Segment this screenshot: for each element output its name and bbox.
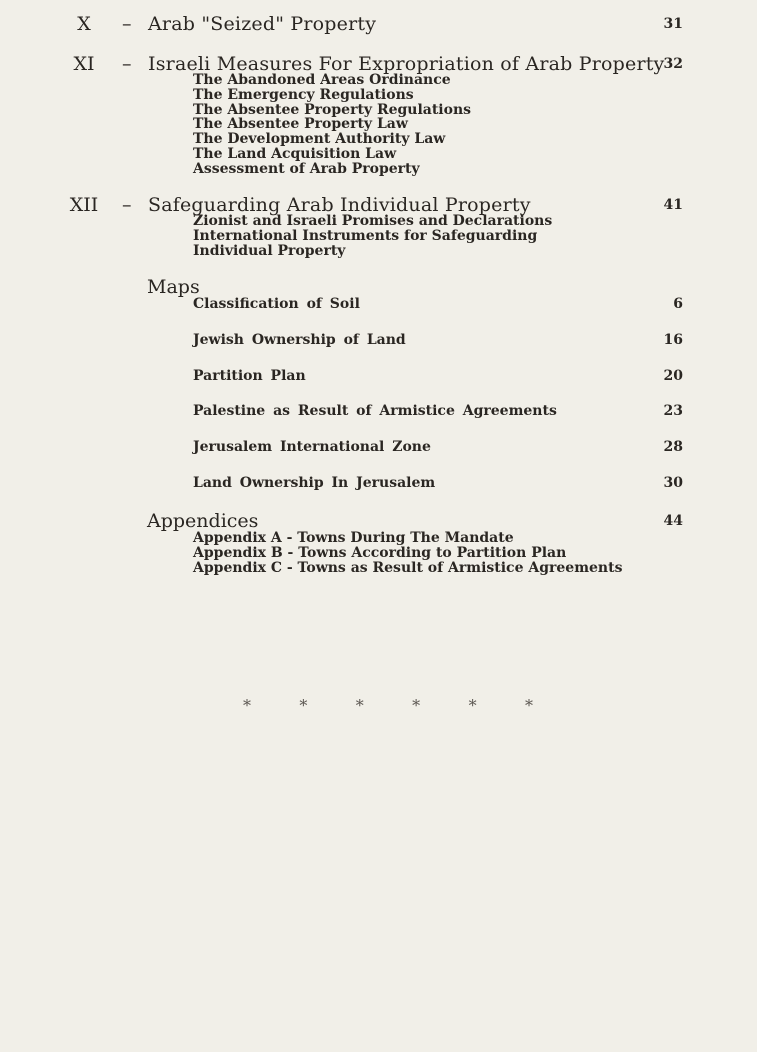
- subsection-item: The Absentee Property Regulations: [193, 101, 472, 118]
- asterisk-icon: *: [243, 696, 251, 715]
- chapter-title: Safeguarding Arab Individual Property: [148, 194, 531, 216]
- chapter-title: Arab "Seized" Property: [148, 13, 377, 35]
- chapter-xi-subsections: [193, 73, 471, 177]
- map-title: Land Ownership In Jerusalem: [193, 475, 436, 491]
- appendix-item: Appendix C - Towns as Result of Armistice Agreements: [193, 559, 623, 576]
- asterisk-icon: *: [412, 696, 421, 715]
- appendices-list: [193, 531, 622, 575]
- subsection-item: Assessment of Arab Property: [193, 160, 420, 177]
- map-page-number: 30: [663, 475, 683, 491]
- appendix-item: Appendix A - Towns During The Mandate: [193, 530, 514, 546]
- map-page-number: 16: [663, 332, 683, 348]
- subsection-item: Zionist and Israeli Promises and Declarations: [193, 213, 553, 229]
- map-title: Palestine as Result of Armistice Agreements: [193, 403, 557, 419]
- map-entry: [0, 439, 757, 459]
- subsection-item: The Absentee Property Law: [193, 116, 408, 133]
- asterisk-icon: *: [524, 696, 533, 715]
- chapter-number: X: [77, 13, 91, 35]
- map-entry: [0, 403, 757, 423]
- chapter-x: [0, 13, 757, 39]
- chapter-title: Israeli Measures For Expropriation of Arab Property: [148, 53, 665, 75]
- map-entry: [0, 368, 757, 388]
- chapter-page-number: 31: [663, 16, 683, 32]
- maps-heading: Maps: [147, 276, 200, 298]
- asterisk-ornament: [243, 696, 533, 715]
- map-page-number: 28: [663, 439, 683, 455]
- appendix-item: Appendix B - Towns According to Partition Plan: [193, 544, 567, 561]
- map-title: Classification of Soil: [193, 296, 360, 312]
- chapter-number: XII: [69, 194, 99, 216]
- chapter-dash: –: [122, 13, 132, 35]
- map-title: Jerusalem International Zone: [193, 439, 431, 455]
- map-title: Jewish Ownership of Land: [193, 332, 406, 348]
- map-title: Partition Plan: [193, 368, 306, 384]
- appendices-heading: Appendices: [147, 510, 259, 532]
- subsection-item: The Development Authority Law: [193, 131, 446, 148]
- asterisk-icon: *: [355, 696, 364, 715]
- map-page-number: 20: [663, 368, 683, 384]
- chapter-page-number: 32: [663, 56, 683, 72]
- chapter-number: XI: [73, 53, 95, 75]
- map-page-number: 23: [663, 403, 683, 419]
- asterisk-icon: *: [468, 696, 477, 715]
- appendices-page-number: 44: [663, 513, 683, 529]
- map-entry: [0, 296, 757, 316]
- chapter-dash: –: [122, 194, 132, 216]
- subsection-item: International Instruments for Safeguarding: [193, 227, 538, 244]
- chapter-page-number: 41: [663, 197, 683, 213]
- map-entry: [0, 332, 757, 352]
- subsection-item: The Emergency Regulations: [193, 86, 414, 103]
- chapter-dash: –: [122, 53, 132, 75]
- asterisk-icon: *: [299, 696, 308, 715]
- map-entry: [0, 475, 757, 495]
- subsection-item: The Land Acquisition Law: [193, 145, 397, 162]
- subsection-item: The Abandoned Areas Ordinance: [193, 72, 451, 88]
- subsection-item: Individual Property: [193, 242, 346, 259]
- chapter-xii-subsections: [193, 214, 552, 258]
- map-page-number: 6: [673, 296, 683, 312]
